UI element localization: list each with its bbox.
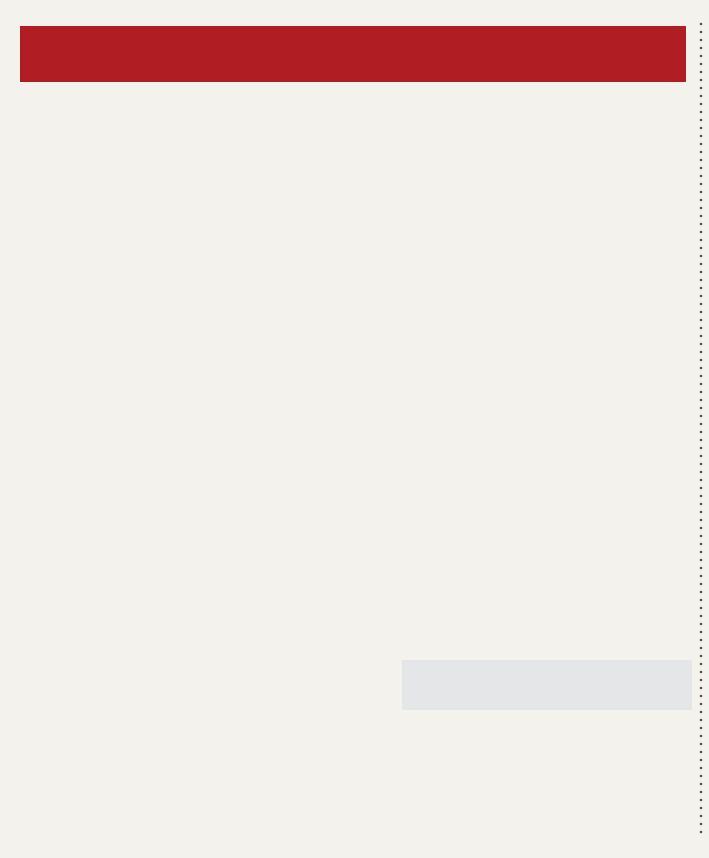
dotted-border: [699, 20, 703, 838]
bleed-through: [402, 660, 692, 710]
article-title: [20, 26, 686, 82]
